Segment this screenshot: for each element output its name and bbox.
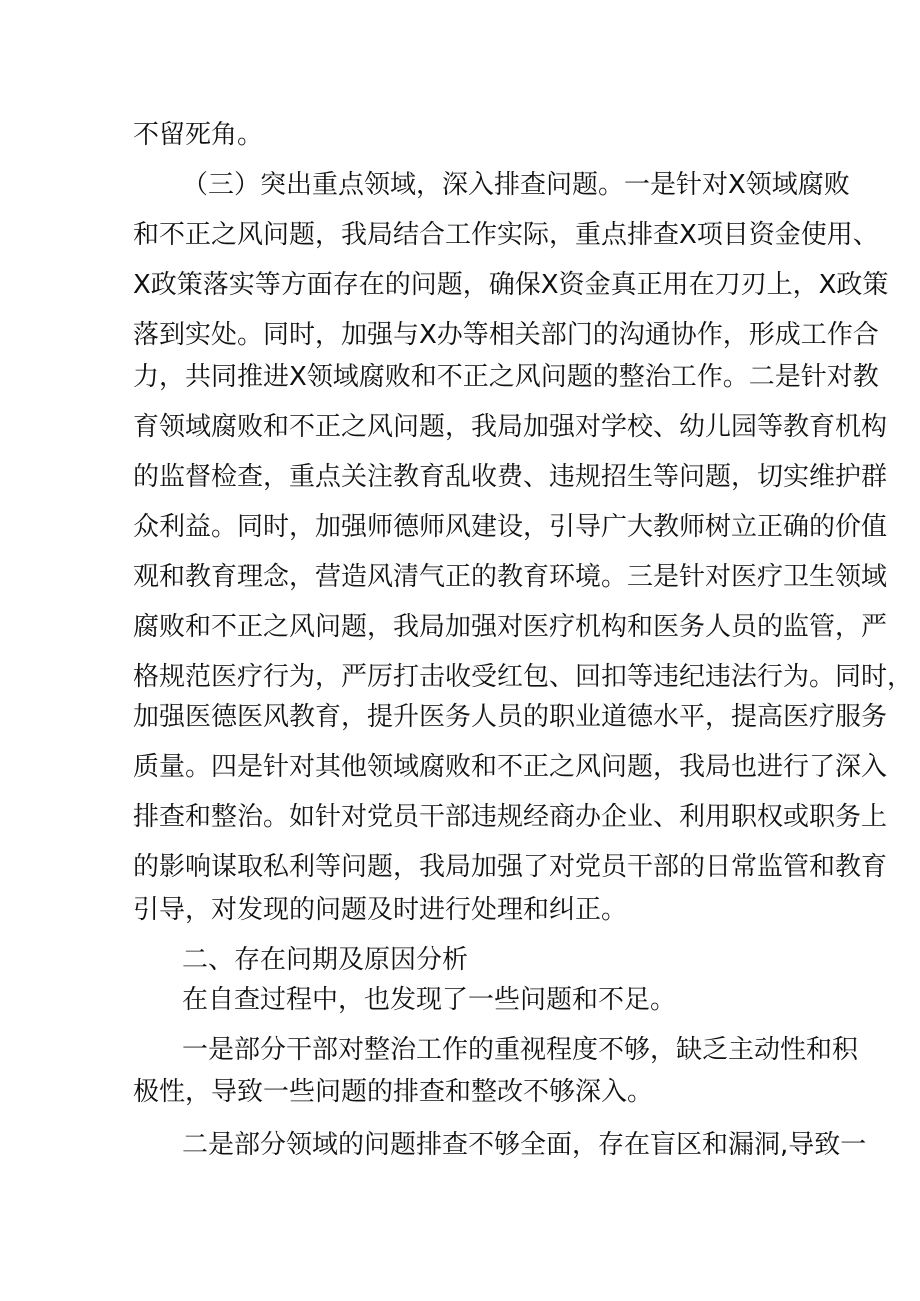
text-line: 育领域腐败和不正之风问题，我局加强对学校、幼儿园等教育机构 [133,412,888,442]
text-line: 二是部分领域的问题排查不够全面，存在盲区和漏洞,导致一 [182,1130,867,1160]
text-line: 加强医德医风教育，提升医务人员的职业道德水平，提高医疗服务 [133,702,888,732]
text-line: 引导，对发现的问题及时进行处理和纠正。 [133,895,628,925]
text-line: 力，共同推进X领域腐败和不正之风问题的整治工作。二是针对教 [133,362,879,392]
text-line: 的影响谋取私利等问题，我局加强了对党员干部的日常监管和教育 [133,852,888,882]
text-line: 一是部分干部对整治工作的重视程度不够，缺乏主动性和积 [182,1035,859,1065]
text-line: 格规范医疗行为，严厉打击收受红包、回扣等违纪违法行为。同时， [133,662,914,692]
text-line: 众利益。同时，加强师德师风建设，引导广大教师树立正确的价值 [133,512,888,542]
text-line: 排查和整治。如针对党员干部违规经商办企业、利用职权或职务上 [133,802,888,832]
text-line: 落到实处。同时，加强与X办等相关部门的沟通协作，形成工作合 [133,320,879,350]
text-line: 在自查过程中，也发现了一些问题和不足。 [182,985,677,1015]
text-line: 和不正之风问题，我局结合工作实际，重点排查X项目资金使用、 [133,220,879,250]
text-line: 腐败和不正之风问题，我局加强对医疗机构和医务人员的监管，严 [133,612,888,642]
text-line: X政策落实等方面存在的问题，确保X资金真正用在刀刃上，X政策 [133,270,889,300]
section-heading-line: （三）突出重点领域，深入排查问题。一是针对X领域腐败 [182,170,850,200]
text-line: 观和教育理念，营造风清气正的教育环境。三是针对医疗卫生领域 [133,562,888,592]
text-line: 极性，导致一些问题的排查和整改不够深入。 [133,1077,654,1107]
text-line: 不留死角。 [133,120,264,150]
text-line: 的监督检查，重点关注教育乱收费、违规招生等问题，切实维护群 [133,462,888,492]
text-line: 质量。四是针对其他领域腐败和不正之风问题，我局也进行了深入 [133,752,888,782]
section-heading: 二、存在问期及原因分析 [182,945,469,975]
